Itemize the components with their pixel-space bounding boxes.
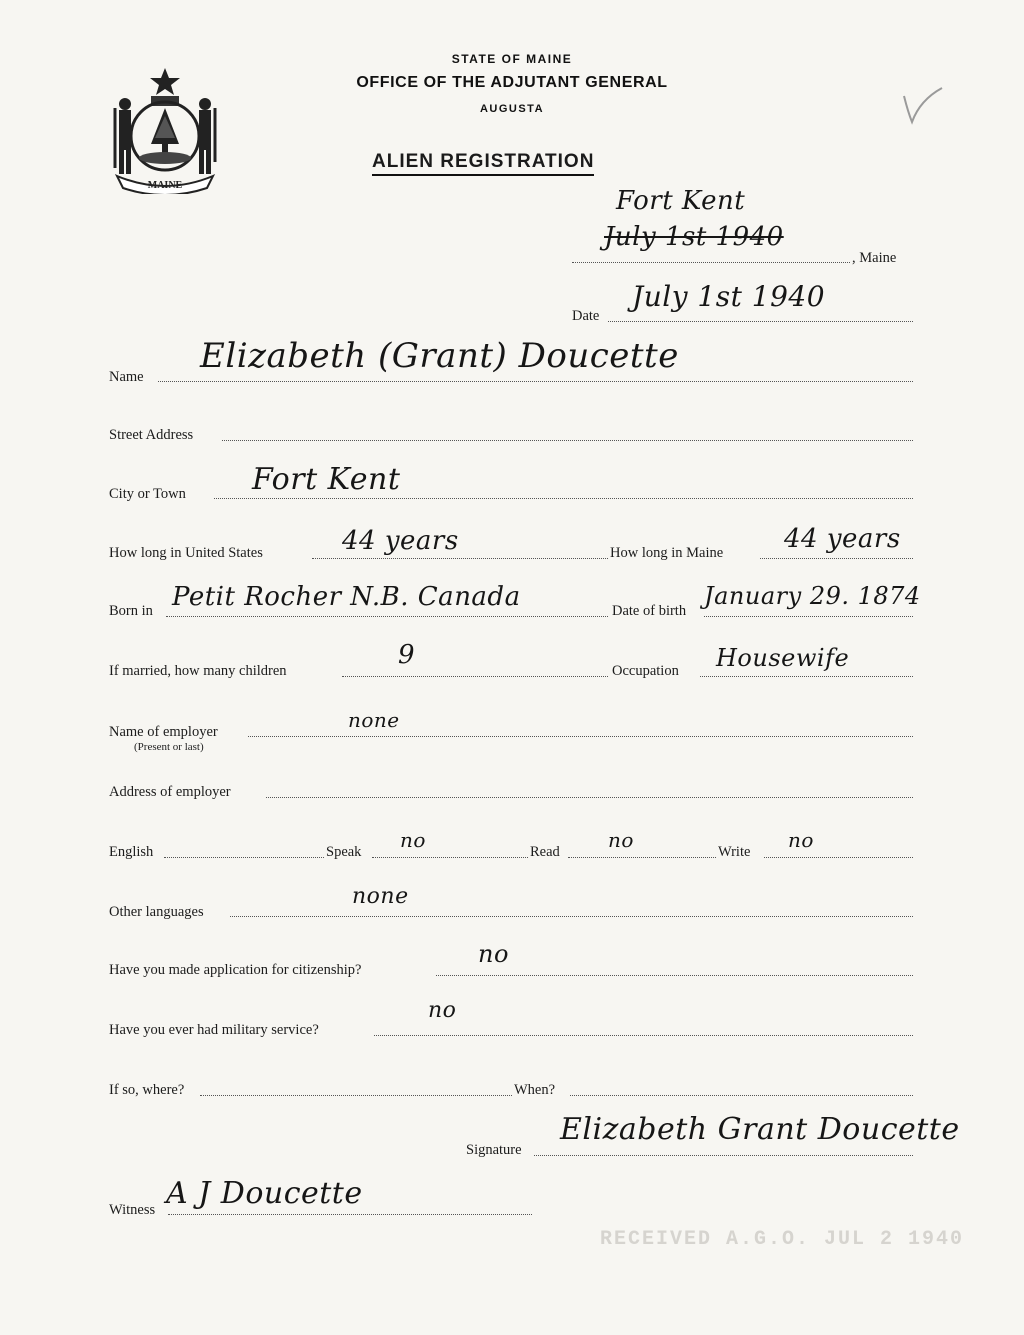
english-line: [164, 857, 324, 858]
speak-line: [372, 857, 528, 858]
how-long-maine-label: How long in Maine: [610, 545, 724, 561]
city-line: [214, 498, 913, 499]
street-line: [222, 440, 913, 441]
write-value: no: [788, 828, 814, 852]
read-label: Read: [530, 844, 560, 860]
place-value: Fort Kent: [616, 186, 746, 216]
header-city: AUGUSTA: [479, 103, 545, 115]
date-of-birth-label: Date of birth: [612, 603, 687, 619]
date-label: Date: [572, 308, 600, 324]
date-of-birth-line: [704, 616, 913, 617]
name-label: Name: [109, 369, 144, 385]
read-value: no: [608, 828, 634, 852]
witness-value: A J Doucette: [166, 1176, 363, 1211]
occupation-label: Occupation: [612, 663, 679, 679]
date-line: [608, 321, 913, 322]
signature-line: [534, 1155, 913, 1156]
witness-line: [168, 1214, 532, 1215]
children-label: If married, how many children: [109, 663, 287, 679]
date-of-birth-value: January 29. 1874: [704, 582, 921, 610]
when-label: When?: [514, 1082, 556, 1098]
how-long-us-line: [312, 558, 608, 559]
header-state: STATE OF MAINE: [451, 52, 573, 66]
citizenship-line: [436, 975, 913, 976]
date-value: July 1st 1940: [632, 280, 826, 313]
how-long-us-value: 44 years: [342, 526, 459, 556]
employer-label: Name of employer: [109, 724, 218, 740]
street-label: Street Address: [109, 427, 194, 443]
how-long-us-label: How long in United States: [109, 545, 263, 561]
signature-label: Signature: [466, 1142, 522, 1158]
where-line: [200, 1095, 512, 1096]
children-line: [342, 676, 608, 677]
born-in-value: Petit Rocher N.B. Canada: [172, 582, 521, 612]
other-languages-label: Other languages: [109, 904, 204, 920]
how-long-maine-line: [760, 558, 913, 559]
received-stamp: RECEIVED A.G.O. JUL 2 1940: [600, 1228, 965, 1251]
form-title: ALIEN REGISTRATION: [372, 151, 594, 176]
speak-label: Speak: [326, 844, 362, 860]
citizenship-value: no: [478, 940, 509, 968]
occupation-line: [700, 676, 913, 677]
other-languages-line: [230, 916, 913, 917]
military-label: Have you ever had military service?: [109, 1022, 319, 1038]
city-value: Fort Kent: [252, 462, 401, 497]
witness-label: Witness: [109, 1202, 156, 1218]
employer-note: (Present or last): [134, 741, 204, 753]
military-value: no: [428, 998, 457, 1023]
citizenship-label: Have you made application for citizenship?: [109, 962, 362, 978]
children-value: 9: [398, 640, 416, 670]
other-languages-value: none: [352, 884, 409, 909]
employer-line: [248, 736, 913, 737]
signature-value: Elizabeth Grant Doucette: [560, 1112, 960, 1147]
english-label: English: [109, 844, 154, 860]
name-value: Elizabeth (Grant) Doucette: [200, 336, 679, 376]
where-label: If so, where?: [109, 1082, 185, 1098]
city-label: City or Town: [109, 486, 186, 502]
write-line: [764, 857, 913, 858]
when-line: [570, 1095, 913, 1096]
speak-value: no: [400, 828, 426, 852]
place-line: [572, 262, 850, 263]
name-line: [158, 381, 913, 382]
read-line: [568, 857, 716, 858]
born-in-line: [166, 616, 608, 617]
occupation-value: Housewife: [716, 644, 850, 672]
header-office: OFFICE OF THE ADJUTANT GENERAL: [356, 74, 668, 91]
place-struck-date: July 1st 1940: [604, 222, 784, 252]
maine-label: , Maine: [852, 250, 897, 266]
employer-address-line: [266, 797, 913, 798]
employer-address-label: Address of employer: [109, 784, 231, 800]
employer-value: none: [348, 708, 400, 732]
born-in-label: Born in: [109, 603, 153, 619]
military-line: [374, 1035, 913, 1036]
svg-text:MAINE: MAINE: [147, 180, 183, 191]
write-label: Write: [718, 844, 751, 860]
how-long-maine-value: 44 years: [784, 524, 901, 554]
